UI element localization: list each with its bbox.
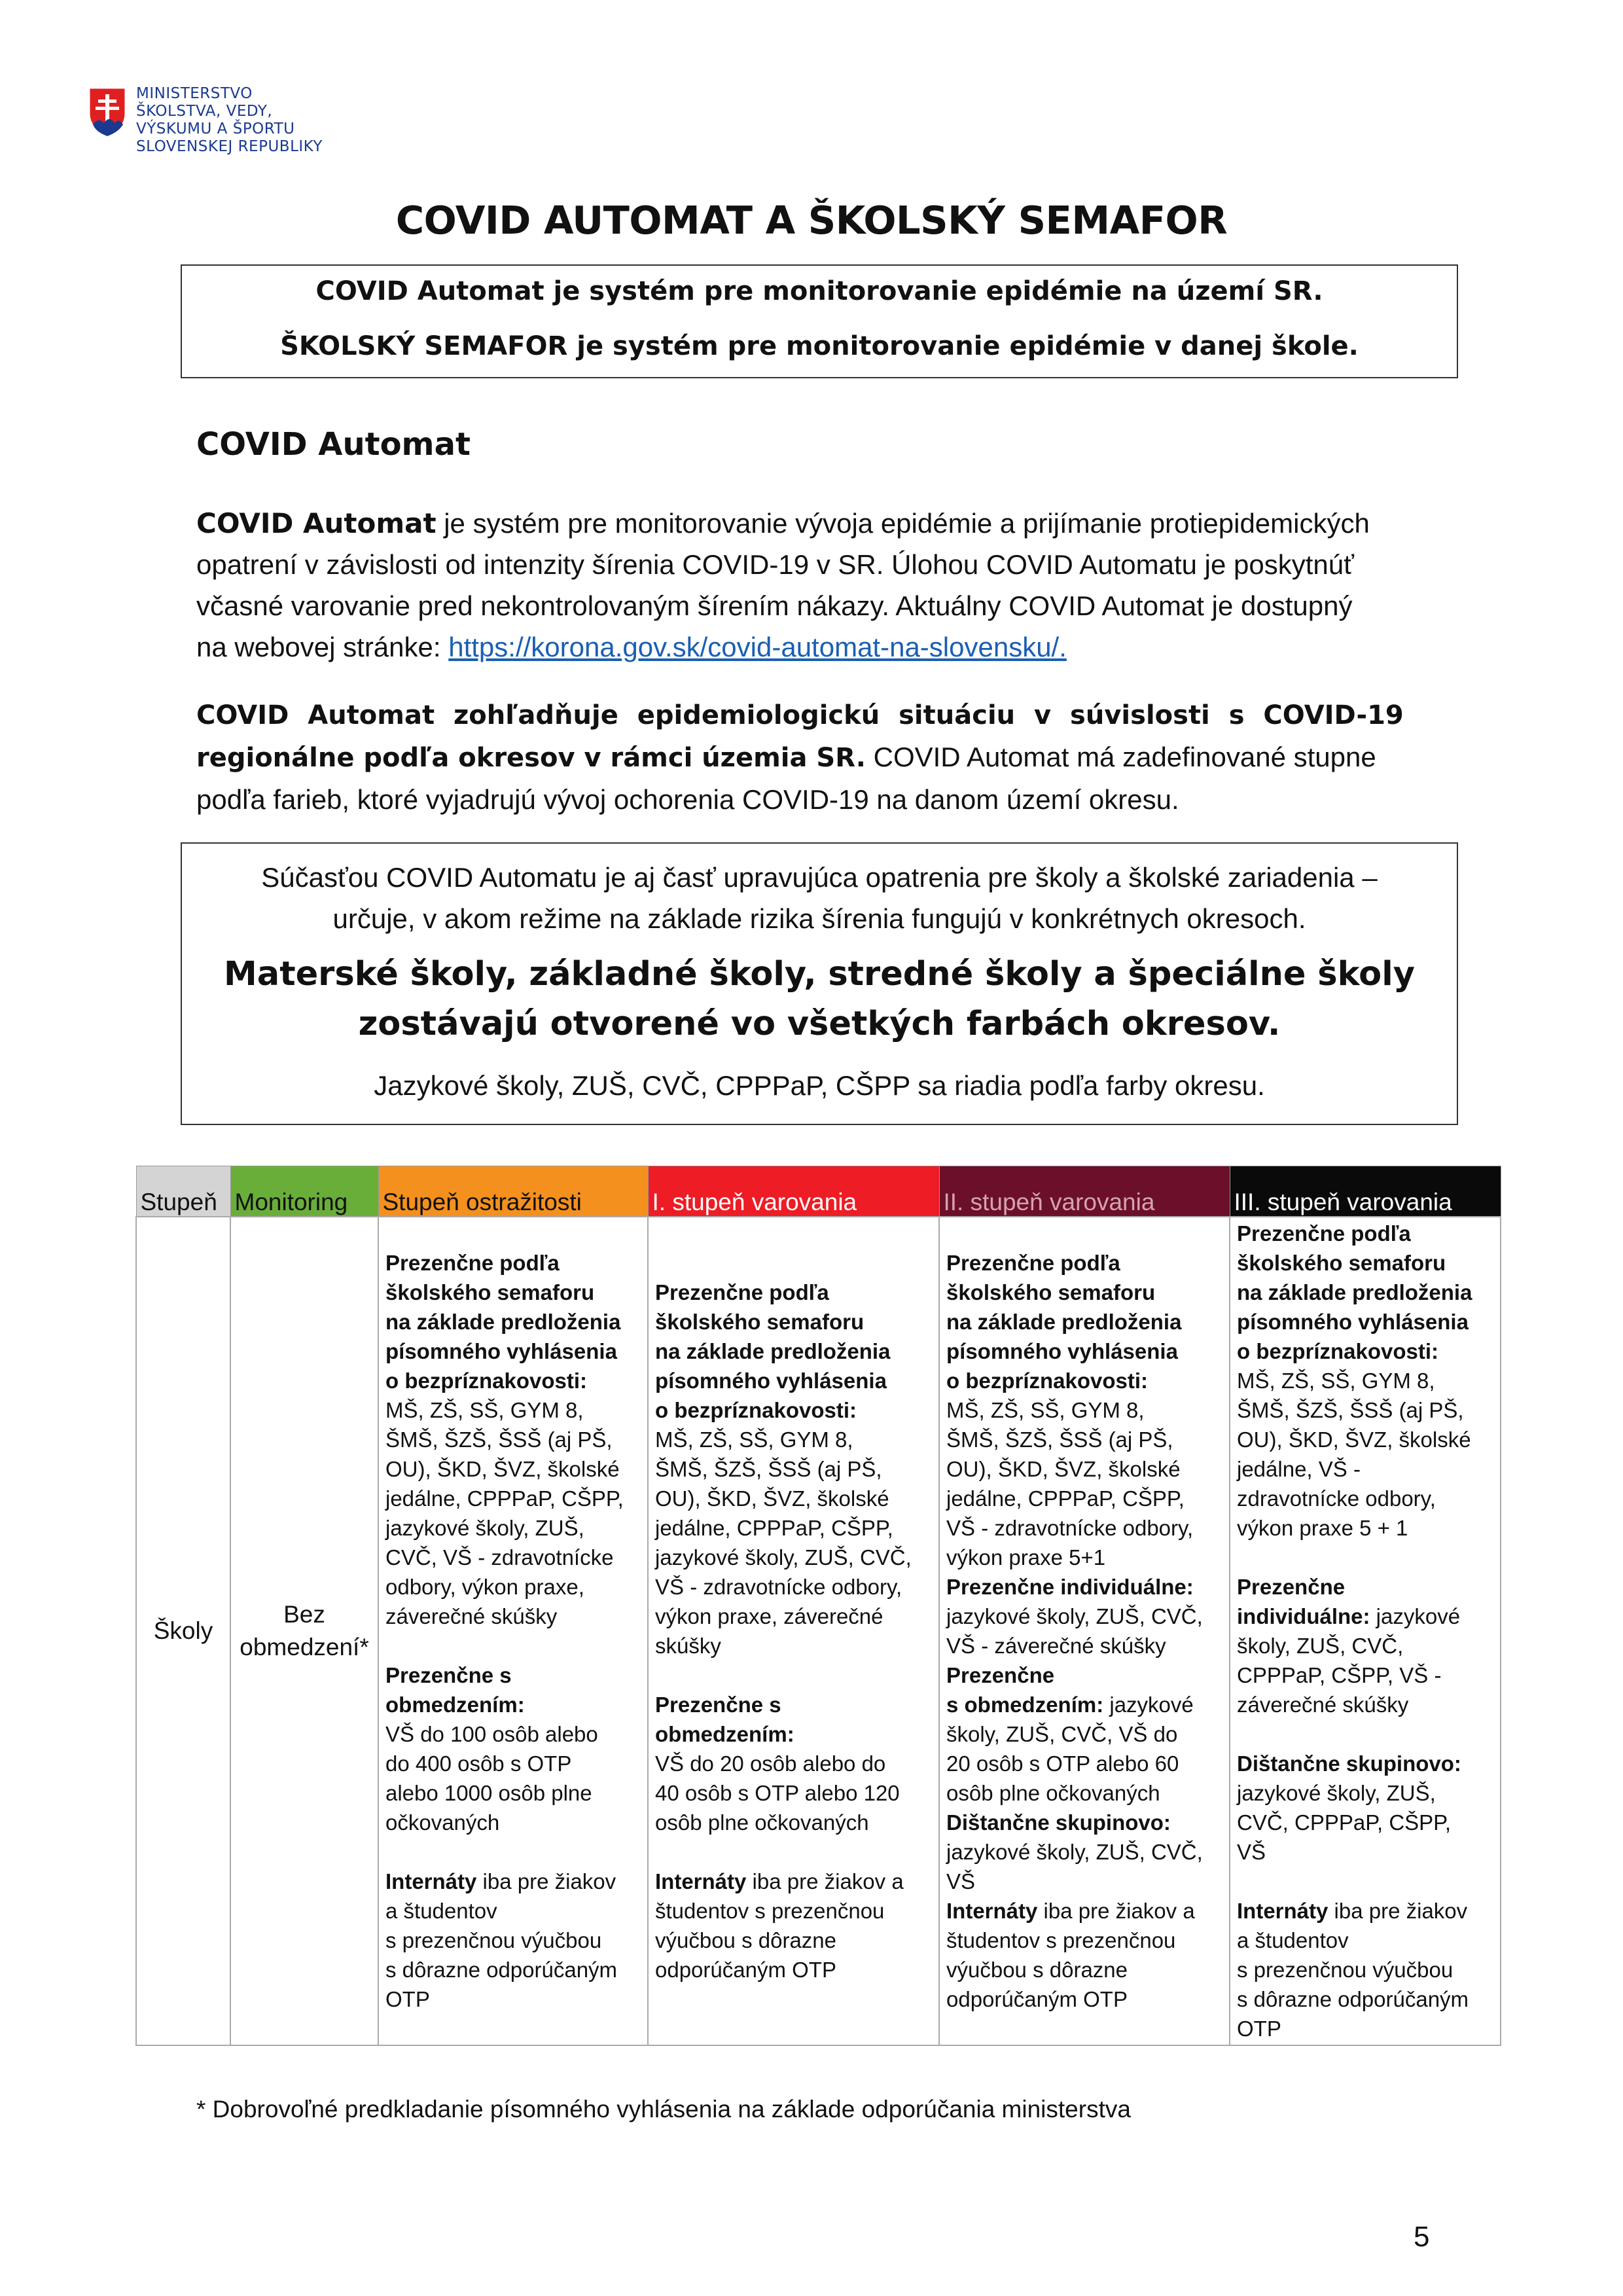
para2-bold-line1: COVID Automat zohľadňuje epidemiologickú situáciu v súvislosti s COVID-19 xyxy=(196,700,1404,730)
cell-line: o bezpríznakovosti: xyxy=(655,1398,857,1422)
cell-line: Dištančne skupinovo: xyxy=(1237,1751,1461,1776)
cell-line: očkovaných xyxy=(385,1810,500,1835)
paragraph-automat xyxy=(196,503,1440,668)
schools-bold1: Materské školy, základné školy, stredné školy a špeciálne školy xyxy=(224,955,1415,994)
cell-stupen-ii xyxy=(939,1217,1230,2045)
cell-line: OTP xyxy=(385,1987,430,2011)
schools-bold2: zostávajú otvorené vo všetkých farbách okresov. xyxy=(358,1005,1281,1043)
schools-line3: Jazykové školy, ZUŠ, CVČ, CPPPaP, CŠPP sa riadia podľa farby okresu. xyxy=(374,1070,1265,1101)
cell-line: o bezpríznakovosti: xyxy=(946,1369,1149,1393)
cell-line: školského semaforu xyxy=(385,1280,595,1304)
cell-line: písomného vyhlásenia xyxy=(655,1369,887,1393)
cell-line xyxy=(385,1837,642,1867)
cell-line: Prezenčne s xyxy=(655,1693,781,1717)
header-stupen-iii: III. stupeň varovania xyxy=(1230,1166,1501,1217)
cell-line: písomného vyhlásenia xyxy=(1237,1310,1469,1334)
cell-line: MŠ, ZŠ, SŠ, GYM 8, xyxy=(655,1427,853,1452)
cell-line: CPPPaP, CŠPP, VŠ - xyxy=(1237,1663,1442,1687)
cell-line: jedálne, CPPPaP, CŠPP, xyxy=(946,1486,1185,1511)
cell-line: Prezenčne podľa xyxy=(946,1251,1120,1275)
cell-line xyxy=(1237,1719,1495,1749)
cell-line: skúšky xyxy=(655,1634,721,1658)
cell-line: výučbou s dôrazne xyxy=(946,1958,1128,1982)
cell-line: záverečné skúšky xyxy=(1237,1693,1409,1717)
cell-line: Internáty iba pre žiakov xyxy=(385,1869,616,1893)
cell-line: OU), ŠKD, ŠVZ, školské xyxy=(385,1457,620,1481)
cell-line: s dôrazne odporúčaným xyxy=(1237,1987,1469,2011)
cell-line: jazykové školy, ZUŠ, CVČ, xyxy=(946,1604,1203,1628)
cell-line: študentov s prezenčnou xyxy=(946,1928,1176,1952)
semafor-table xyxy=(135,1166,1501,2046)
header-stupen-i: I. stupeň varovania xyxy=(648,1166,939,1217)
schools-box-text xyxy=(182,857,1457,939)
covid-automat-link[interactable]: https://korona.gov.sk/covid-automat-na-slovensku/. xyxy=(448,632,1067,662)
cell-line: VŠ xyxy=(946,1869,976,1893)
ministry-name-line: VÝSKUMU A ŠPORTU xyxy=(136,120,295,137)
cell-line: Prezenčne xyxy=(1237,1575,1346,1599)
section-heading: COVID Automat xyxy=(196,426,471,463)
cell-line: na základe predloženia xyxy=(946,1310,1182,1334)
ministry-name-line: ŠKOLSTVA, VEDY, xyxy=(136,103,273,120)
intro-box xyxy=(181,264,1458,378)
cell-line: MŠ, ZŠ, SŠ, GYM 8, xyxy=(385,1398,584,1422)
cell-line: výkon praxe 5+1 xyxy=(946,1545,1106,1570)
cell-line xyxy=(655,1660,933,1690)
cell-line: školského semaforu xyxy=(1237,1251,1446,1275)
cell-line: odbory, výkon praxe, xyxy=(385,1575,584,1599)
header-monitoring: Monitoring xyxy=(230,1166,378,1217)
paragraph-regions xyxy=(196,695,1440,820)
table-row-skoly xyxy=(136,1217,1501,2045)
cell-line: jazykové školy, ZUŠ, CVČ, xyxy=(655,1545,912,1570)
cell-stupen-iii xyxy=(1230,1217,1501,2045)
monitoring-line: obmedzení* xyxy=(240,1634,369,1660)
header-stupen: Stupeň xyxy=(136,1166,230,1217)
para1-line2: opatrení v závislosti od intenzity šírenia COVID-19 v SR. Úlohou COVID Automatu je poskytnúť xyxy=(196,549,1354,580)
cell-line: Prezenčne s xyxy=(385,1663,512,1687)
para2-line3: podľa farieb, ktoré vyjadrujú vývoj ochorenia COVID-19 na danom území okresu. xyxy=(196,784,1179,815)
cell-line: o bezpríznakovosti: xyxy=(1237,1339,1439,1363)
para1-line1: je systém pre monitorovanie vývoja epidémie a prijímanie protiepidemických xyxy=(436,508,1370,539)
cell-line: jedálne, CPPPaP, CŠPP, xyxy=(385,1486,624,1511)
cell-line: MŠ, ZŠ, SŠ, GYM 8, xyxy=(1237,1369,1435,1393)
cell-line: výkon praxe, záverečné xyxy=(655,1604,883,1628)
ministry-name xyxy=(136,85,323,156)
ministry-name-line: MINISTERSTVO xyxy=(136,85,253,102)
page-number: 5 xyxy=(1414,2221,1430,2253)
schools-box xyxy=(181,842,1458,1125)
cell-line: VŠ xyxy=(1237,1840,1266,1864)
cell-line: jazykové školy, ZUŠ, xyxy=(1237,1781,1436,1805)
cell-line: ŠMŠ, ŠZŠ, ŠSŠ (aj PŠ, xyxy=(946,1427,1173,1452)
footnote: * Dobrovoľné predkladanie písomného vyhlásenia na základe odporúčania ministerstva xyxy=(196,2096,1131,2123)
cell-line: jazykové školy, ZUŠ, CVČ, xyxy=(946,1840,1203,1864)
cell-line: Prezenčne podľa xyxy=(385,1251,560,1275)
cell-line: 20 osôb s OTP alebo 60 xyxy=(946,1751,1179,1776)
cell-line: OU), ŠKD, ŠVZ, školské xyxy=(1237,1427,1471,1452)
coat-of-arms-icon xyxy=(86,85,128,137)
cell-line: na základe predloženia xyxy=(385,1310,621,1334)
cell-line: VŠ - záverečné skúšky xyxy=(946,1634,1166,1658)
cell-line: Internáty iba pre žiakov a xyxy=(655,1869,904,1893)
ministry-logo xyxy=(86,85,323,156)
cell-line: s prezenčnou výučbou xyxy=(1237,1958,1454,1982)
cell-line: ŠMŠ, ŠZŠ, ŠSŠ (aj PŠ, xyxy=(655,1457,882,1481)
para1-line3: včasné varovanie pred nekontrolovaným šírením nákazy. Aktuálny COVID Automat je dostupný xyxy=(196,590,1353,621)
cell-line: 40 osôb s OTP alebo 120 xyxy=(655,1781,900,1805)
cell-line xyxy=(1237,1867,1495,1896)
cell-line: obmedzením: xyxy=(655,1722,794,1746)
cell-line: jazykové školy, ZUŠ, xyxy=(385,1516,584,1540)
cell-line: alebo 1000 osôb plne xyxy=(385,1781,592,1805)
cell-line xyxy=(385,1631,642,1660)
intro-line-semafor: ŠKOLSKÝ SEMAFOR je systém pre monitorovanie epidémie v danej škole. xyxy=(280,331,1359,361)
cell-line: s obmedzením: jazykové xyxy=(946,1693,1194,1717)
cell-line: ŠMŠ, ŠZŠ, ŠSŠ (aj PŠ, xyxy=(1237,1398,1464,1422)
cell-line: osôb plne očkovaných xyxy=(946,1781,1160,1805)
cell-line: OU), ŠKD, ŠVZ, školské xyxy=(655,1486,889,1511)
cell-line: jedálne, VŠ - xyxy=(1237,1457,1361,1481)
cell-line: s prezenčnou výučbou xyxy=(385,1928,602,1952)
cell-line: výučbou s dôrazne xyxy=(655,1928,837,1952)
header-ostrazitost: Stupeň ostražitosti xyxy=(378,1166,648,1217)
cell-line: Prezenčne individuálne: xyxy=(946,1575,1194,1599)
monitoring-line: Bez xyxy=(283,1601,325,1628)
cell-line: odporúčaným OTP xyxy=(946,1987,1128,2011)
cell-line: obmedzením: xyxy=(385,1693,525,1717)
cell-line: záverečné skúšky xyxy=(385,1604,558,1628)
cell-line: a študentov xyxy=(385,1899,497,1923)
cell-line: Internáty iba pre žiakov a xyxy=(946,1899,1195,1923)
cell-line: a študentov xyxy=(1237,1928,1349,1952)
cell-line: školy, ZUŠ, CVČ, VŠ do xyxy=(946,1722,1178,1746)
cell-line: Prezenčne xyxy=(946,1663,1055,1687)
cell-line: osôb plne očkovaných xyxy=(655,1810,869,1835)
cell-line: zdravotnícke odbory, xyxy=(1237,1486,1436,1511)
para1-bold: COVID Automat xyxy=(196,507,437,539)
cell-line: Prezenčne podľa xyxy=(1237,1221,1411,1246)
para2-line2: COVID Automat má zadefinované stupne xyxy=(865,742,1376,772)
row-label-skoly: Školy xyxy=(136,1217,230,2045)
cell-line: o bezpríznakovosti: xyxy=(385,1369,588,1393)
cell-line: s dôrazne odporúčaným xyxy=(385,1958,618,1982)
cell-line: VŠ - zdravotnícke odbory, xyxy=(946,1516,1194,1540)
cell-line: do 400 osôb s OTP xyxy=(385,1751,572,1776)
cell-line: školského semaforu xyxy=(946,1280,1156,1304)
para1-line4: na webovej stránke: xyxy=(196,632,449,662)
cell-line: VŠ do 100 osôb alebo xyxy=(385,1722,598,1746)
intro-line-automat: COVID Automat je systém pre monitorovanie epidémie na území SR. xyxy=(315,276,1323,306)
cell-line: Dištančne skupinovo: xyxy=(946,1810,1171,1835)
cell-line: študentov s prezenčnou xyxy=(655,1899,885,1923)
cell-line: písomného vyhlásenia xyxy=(946,1339,1178,1363)
cell-line: VŠ - zdravotnícke odbory, xyxy=(655,1575,902,1599)
cell-line: CVČ, CPPPaP, CŠPP, xyxy=(1237,1810,1452,1835)
cell-line: OTP xyxy=(1237,2017,1281,2041)
schools-line2: určuje, v akom režime na základe rizika šírenia fungujú v konkrétnych okresoch. xyxy=(332,903,1306,934)
cell-line: výkon praxe 5 + 1 xyxy=(1237,1516,1408,1540)
table-header-row xyxy=(136,1166,1501,1217)
schools-open-statement xyxy=(182,950,1457,1049)
cell-monitoring xyxy=(230,1217,378,2045)
para2-bold-line2: regionálne podľa okresov v rámci územia SR. xyxy=(196,743,866,773)
cell-line: ŠMŠ, ŠZŠ, ŠSŠ (aj PŠ, xyxy=(385,1427,613,1452)
cell-line: na základe predloženia xyxy=(1237,1280,1472,1304)
cell-line xyxy=(1237,1543,1495,1572)
header-stupen-ii: II. stupeň varovania xyxy=(939,1166,1230,1217)
cell-line: školy, ZUŠ, CVČ, xyxy=(1237,1634,1404,1658)
cell-line: Internáty iba pre žiakov xyxy=(1237,1899,1468,1923)
cell-stupen-i xyxy=(648,1217,939,2045)
cell-line: CVČ, VŠ - zdravotnícke xyxy=(385,1545,614,1570)
cell-line: Prezenčne podľa xyxy=(655,1280,829,1304)
cell-line: OU), ŠKD, ŠVZ, školské xyxy=(946,1457,1181,1481)
cell-line: MŠ, ZŠ, SŠ, GYM 8, xyxy=(946,1398,1145,1422)
cell-line: individuálne: jazykové xyxy=(1237,1604,1461,1628)
schools-line1: Súčasťou COVID Automatu je aj časť upravujúca opatrenia pre školy a školské zariadenia – xyxy=(261,862,1378,893)
cell-line: odporúčaným OTP xyxy=(655,1958,836,1982)
cell-line xyxy=(655,1837,933,1867)
cell-line: jedálne, CPPPaP, CŠPP, xyxy=(655,1516,893,1540)
cell-line: na základe predloženia xyxy=(655,1339,891,1363)
cell-line: VŠ do 20 osôb alebo do xyxy=(655,1751,886,1776)
cell-ostrazitost xyxy=(378,1217,648,2045)
cell-line: písomného vyhlásenia xyxy=(385,1339,617,1363)
page-title: COVID AUTOMAT A ŠKOLSKÝ SEMAFOR xyxy=(395,198,1228,243)
ministry-name-line: SLOVENSKEJ REPUBLIKY xyxy=(136,138,323,155)
cell-line: školského semaforu xyxy=(655,1310,865,1334)
